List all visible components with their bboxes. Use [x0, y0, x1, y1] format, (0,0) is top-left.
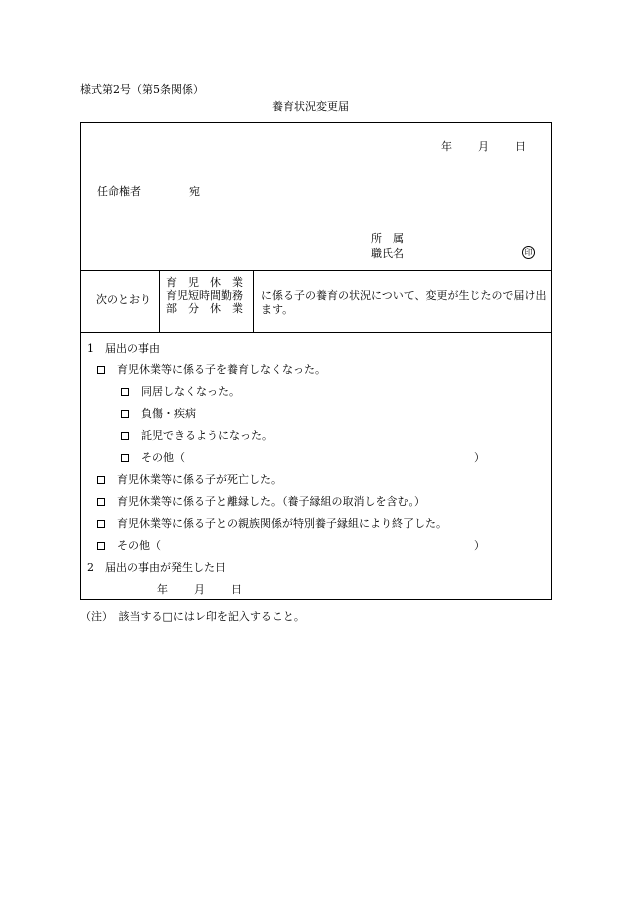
occurrence-day-label: 日 — [231, 583, 242, 596]
addressee-suffix: 宛 — [189, 185, 200, 198]
reason-label: 同居しなくなった。 — [141, 385, 240, 398]
addressee-label: 任命権者 — [97, 185, 141, 198]
reason-sub-option[interactable] — [121, 452, 185, 463]
reason-label: 育児休業等に係る子と離縁した。（養子縁組の取消しを含む。） — [117, 495, 425, 508]
occurrence-month-label: 月 — [194, 583, 205, 596]
affiliation-label: 所 属 — [371, 232, 404, 245]
notice-text: に係る子の養育の状況について、変更が生じたので届け出ます。 — [261, 289, 547, 316]
checkbox[interactable] — [97, 476, 105, 484]
reason-sub-option[interactable] — [121, 386, 240, 397]
reason-option[interactable] — [97, 364, 326, 375]
checkbox[interactable] — [121, 388, 129, 396]
date-year-label: 年 — [441, 140, 452, 153]
checkbox[interactable] — [97, 498, 105, 506]
reason-label: その他（ — [117, 539, 161, 552]
divider — [253, 270, 254, 332]
divider — [81, 332, 551, 333]
other-close-paren: ） — [474, 451, 485, 464]
checkbox[interactable] — [121, 410, 129, 418]
notice-lead: 次のとおり — [96, 293, 151, 306]
divider — [81, 270, 551, 271]
reason-option[interactable] — [97, 474, 282, 485]
leave-type-childcare: 育 児 休 業 — [166, 276, 243, 289]
date-day-label: 日 — [515, 140, 526, 153]
reason-label: 育児休業等に係る子を養育しなくなった。 — [117, 363, 326, 376]
footnote: （注） 該当する□にはレ印を記入すること。 — [80, 610, 305, 623]
other-close-paren: ） — [474, 539, 485, 552]
checkbox[interactable] — [121, 432, 129, 440]
form-number: 様式第2号（第5条関係） — [80, 83, 204, 96]
leave-type-list — [166, 276, 253, 315]
reason-sub-option[interactable] — [121, 408, 196, 419]
reason-label: 育児休業等に係る子が死亡した。 — [117, 473, 282, 486]
leave-type-partial: 部 分 休 業 — [166, 302, 243, 315]
reason-label: 負傷・疾病 — [141, 407, 196, 420]
form-title: 養育状況変更届 — [272, 100, 349, 113]
seal-mark: 印 — [522, 246, 535, 259]
occurrence-year-label: 年 — [157, 583, 168, 596]
checkbox[interactable] — [97, 520, 105, 528]
reason-label: その他（ — [141, 451, 185, 464]
checkbox[interactable] — [97, 366, 105, 374]
reason-option[interactable] — [97, 496, 425, 507]
reason-option[interactable] — [97, 518, 447, 529]
notification-form — [80, 122, 552, 600]
checkbox[interactable] — [97, 542, 105, 550]
reason-label: 託児できるようになった。 — [141, 429, 273, 442]
name-label: 職氏名 — [371, 247, 404, 260]
date-month-label: 月 — [478, 140, 489, 153]
leave-type-short-hours: 育児短時間勤務 — [166, 289, 243, 302]
divider — [159, 270, 160, 332]
reason-label: 育児休業等に係る子との親族関係が特別養子縁組により終了した。 — [117, 517, 447, 530]
section1-heading: 1 届出の事由 — [87, 342, 160, 355]
reason-option[interactable] — [97, 540, 161, 551]
checkbox[interactable] — [121, 454, 129, 462]
section2-heading: 2 届出の事由が発生した日 — [87, 561, 226, 574]
reason-sub-option[interactable] — [121, 430, 273, 441]
